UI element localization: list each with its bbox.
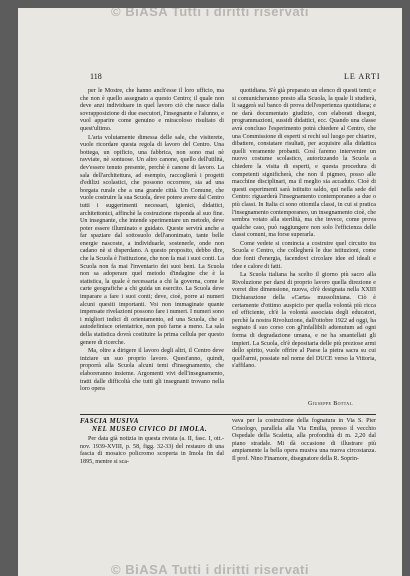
text-column-left	[80, 88, 224, 394]
author-signature: Giuseppe Bottai.	[308, 401, 354, 407]
section-title-line2: NEL MUSEO CIVICO DI IMOLA.	[92, 426, 208, 434]
section-divider	[80, 414, 376, 415]
text-column-right	[232, 88, 376, 371]
paragraph: vava per la costruzione della fognatura in Via S. Pier Crisologo, parallela alla Via Emilia, presso il vecchio Ospedale della Scaletta, alla profondità di m. 2,20 dal piano stradale. Mi dà occasione di illustrare più ampiamente la bella opera musiva una nuova circostanza. Il prof. Nino Finamore, disegnatore della R. Soprin-	[232, 418, 376, 462]
paragraph: Ma, oltre a dirigere il lavoro degli altri, il Centro deve iniziare un suo proprio lavoro. Quest'anno, quindi, proporrà alla Scuola alcuni temi d'insegnamento, che elaboreranno insieme. Argomenti vivi dell'insegnamento, tratti dalle difficoltà che tutti gli insegnanti trovano nella loro opera	[80, 348, 224, 393]
page-header	[18, 72, 402, 84]
paragraph: per le Mostre, che hanno anch'esse il loro ufficio, ma che non è quello assegnato a questo Centro; il quale non deve anzi individuare in quel lavoro ciò che nasce dalla sovrapposizione di due esecutori, l'insegnante e l'alunno, e vuol apparire come genuino e miracoloso risultato di quest'ultimo.	[80, 88, 224, 132]
section-text-right	[232, 418, 376, 464]
section-title	[80, 418, 224, 434]
paragraph: quotidiana. S'è già preparato un elenco di questi temi; e si comunicheranno presto alla Scuola, la quale li studierà, li saggerà sul banco di prova dell'esperienza quotidiana; e ne darà documentato giudizio, con elaborati disegni, programmazioni, sussidi didattici, ecc. Quando una classe avrà concluso l'esperimento potrà chiedere al Centro, che una Commissione di esperti si rechi sul luogo per chiarire, dibattere, constatare risultati, per acquisire alla didattica quelli veramente probanti. Così faremo intervenire un nuovo costume scolastico, autorizzando la Scuola a chiedere la visita di esperti, e questa procedura di competenti significherà, che non il pigmeo, posso alle macchine disciplinari, ma il meglio sia accaduto. Cioè di questi esperimenti sarà istituito saldo, qui nella sede del Centro: riguarderà l'insegnamento contemporaneo a due o più classi. In Italia ci sono ottomila classi, in cui si pratica l'insegnamento contemporaneo, un insegnamento cioè, che sembra votato alla sterilità, ma che invece, come prova qualche caso, può raggiungere non solo l'efficienza delle classi comuni, ma forse superarla.	[232, 88, 376, 239]
section-text-left	[80, 436, 224, 466]
paragraph: L'aria volutamente dimessa delle sale, che visiterete, vuole ricordare questa regola di lavoro del Centro. Una bottega, un opificio, una fabbrica, non sono mai nè ravviate, nè sontuose. Un altro canone, quello dell'utilità, dev'essere tenuto presente, perchè è canone di lavoro. La sala dell'architettura, ad esempio, raccoglierà i progetti d'edilizi scolastici, che possono occorrere, sia ad una borgata rurale che a una grande città. Un Comune, che vuole costruire la sua Scuola, deve potere avere dal Centro tutti i suggerimenti necessari, igienici, didattici, architettonici, affinchè la costruzione risponda al suo fine. Un insegnante, che intende sperimentare un metodo, deve poter essere illuminato e guidato. Queste servirà anche a far spaziare dal sottosuolo dell'anonimato, tante belle energie nascoste, a individuarle, sostenerle, onde non cadano nè si disperdano. A questo proposito, debbo dire, che la Scuola è l'istituzione, che non fa mai i suoi conti. La Scuola non fa mai l'inventario dei suoi beni. La Scuola non sa adoperare quel metodo d'indagine che è la statistica, la quale è necessaria a chi la governa, come le carte geografiche a chi guida un esercito. La Scuola deve imparare a fare i suoi conti; deve, cioè, porre ai numeri alcuni quesiti importanti. Voi non immaginate quante impensate rivelazioni possono fare i numeri. I numeri sono i migliori indici di orientamento, ed una Scuola, che si autodefinisce orientatrice, non può farne a meno. La sala della statistica dovrà costituire la prima cellula per questo genere di ricerche.	[80, 134, 224, 346]
running-head: LE ARTI	[344, 72, 381, 81]
watermark-top: © BiASA Tutti i diritti riservati	[111, 8, 309, 19]
section-title-line1: FASCIA MUSIVA	[80, 418, 139, 425]
paragraph: Come vedete si comincia a costruire quel circuito tra Scuola e Centro, che collegherà le due istituzioni, come due fonti d'energia, facendovi circolare idee ed ideali e idee e calore di fatti.	[232, 240, 376, 270]
paragraph: La Scuola italiana ha scelto il giorno più sacro alla Rivoluzione per darsi di proprio lavoro quella direzione e vorrei dire dimensione, nuova, ch'è designata nella XXIII Dichiarazione della «Carta» mussoliniana. Ciò è certamente d'ottimo auspicio per quella volontà più ricca ed efficiente, ch'è la volontà associata degli educatori, perchè la nostra Rivoluzione, dall'ottobre 1922 ad oggi, ha segnato il suo corso con gl'infallibili adtenutum ad ogni forma di degradazione umana, e ne ha smantellati gli impieri. La Scuola, ch'è depositaria delle più preziose armi dello spirito, vuole offrire al Paese la pietra sacra su cui quell'armi, possiate nel nome del DUCE verso la Vittoria, s'affilano.	[232, 272, 376, 370]
watermark-bottom: © BiASA Tutti i diritti riservati	[111, 562, 309, 576]
paragraph: Per data già notizia in questa rivista (a. II, fasc. I, ott.-nov. 1939-XVIII, p. 58, figg. 32-33) del restauro di una fascia di mosaico policromo scoperta in Imola fin dal 1895, mentre si sca-	[80, 436, 224, 465]
journal-page	[18, 8, 402, 576]
page-number: 118	[90, 72, 102, 81]
